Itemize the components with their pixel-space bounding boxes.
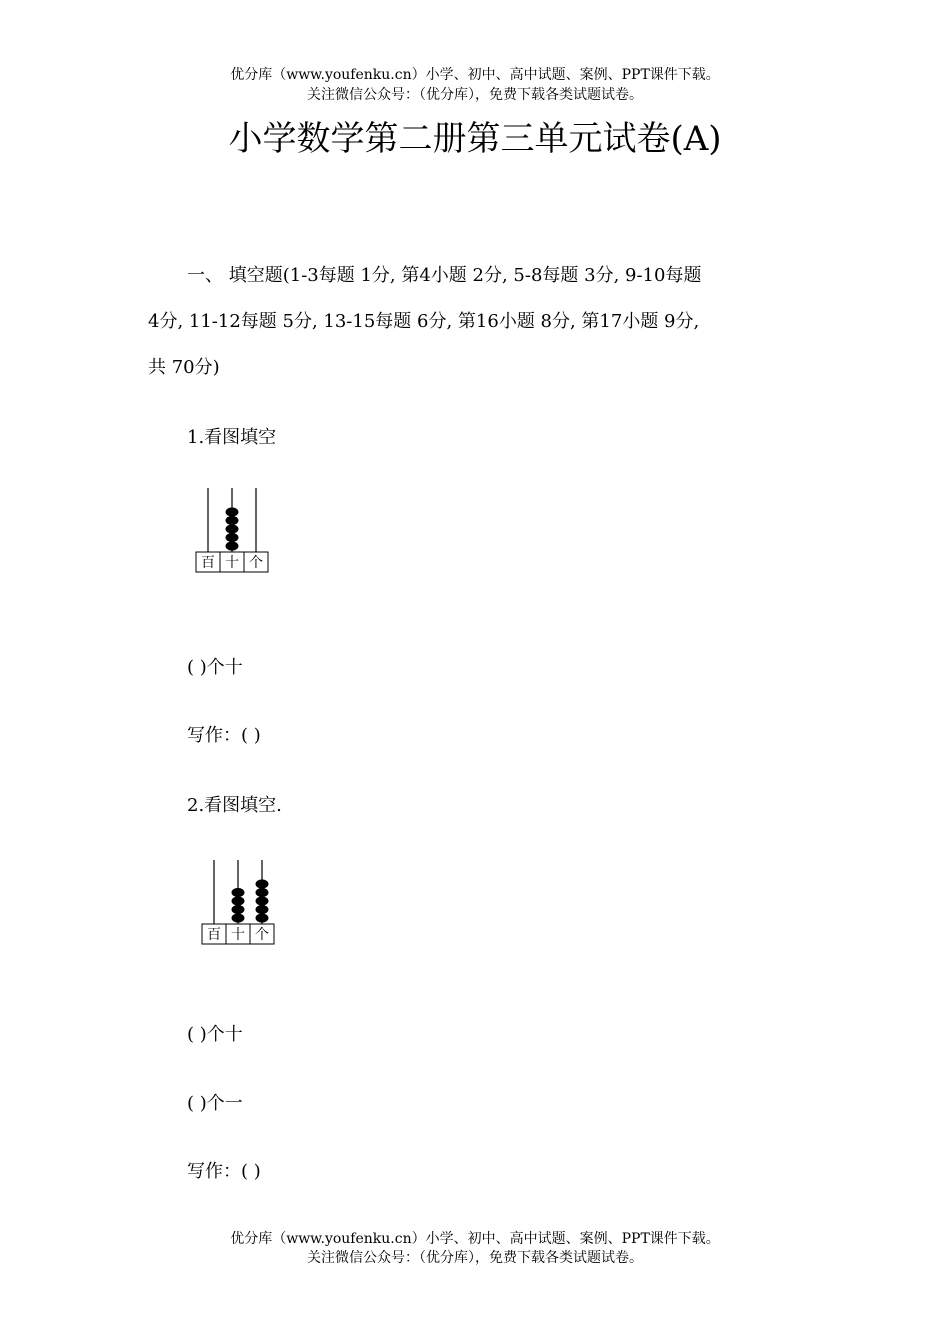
q2-abacus-bead-ones <box>256 879 269 888</box>
q1-write: 写作：( ) <box>187 725 261 746</box>
q1-abacus-bead-tens <box>226 533 239 542</box>
footer-line-2: 关注微信公众号：（优分库），免费下载各类试题试卷。 <box>307 1250 643 1266</box>
q2-abacus-bead-tens <box>232 905 245 914</box>
q2-abacus-label-hundreds: 百 <box>207 927 221 943</box>
q1-abacus-bead-tens <box>226 524 239 533</box>
q2-abacus-bead-tens <box>232 888 245 897</box>
q2-abacus-bead-ones <box>256 896 269 905</box>
q2-blank-tens: ( )个十 <box>187 1024 243 1045</box>
q2-abacus-bead-ones <box>256 905 269 914</box>
q2-write: 写作：( ) <box>187 1161 261 1182</box>
abacus-q2 <box>201 860 277 946</box>
header-line-2: 关注微信公众号：（优分库），免费下载各类试题试卷。 <box>307 87 643 103</box>
q1-abacus-label-ones: 个 <box>249 555 263 571</box>
q1-abacus-label-hundreds: 百 <box>201 555 215 571</box>
q1-abacus-bead-tens <box>226 541 239 550</box>
q1-prompt: 1.看图填空 <box>187 427 277 448</box>
section-instructions-line-3: 共 70分) <box>148 357 220 378</box>
header-line-1: 优分库（www.youfenku.cn）小学、初中、高中试题、案例、PPT课件下载。 <box>230 67 720 83</box>
q1-abacus-label-tens: 十 <box>225 555 239 571</box>
q1-blank-tens: ( )个十 <box>187 657 243 678</box>
footer-line-1: 优分库（www.youfenku.cn）小学、初中、高中试题、案例、PPT课件下载。 <box>230 1231 720 1247</box>
q1-abacus-bead-tens <box>226 516 239 525</box>
section-instructions-line-1: 一、 填空题(1-3每题 1分, 第4小题 2分, 5-8每题 3分, 9-10每题 <box>187 265 702 286</box>
page-title: 小学数学第二册第三单元试卷(A) <box>228 119 722 159</box>
section-instructions-line-2: 4分, 11-12每题 5分, 13-15每题 6分, 第16小题 8分, 第17小题 9分, <box>148 311 700 332</box>
q2-abacus-bead-ones <box>256 888 269 897</box>
q2-abacus-label-tens: 十 <box>231 927 245 943</box>
q2-prompt: 2.看图填空. <box>187 795 282 816</box>
q2-abacus-bead-tens <box>232 896 245 905</box>
q2-abacus-bead-ones <box>256 913 269 922</box>
q2-blank-ones: ( )个一 <box>187 1093 243 1114</box>
q2-abacus-label-ones: 个 <box>255 927 269 943</box>
q2-abacus-bead-tens <box>232 913 245 922</box>
abacus-q1 <box>195 488 271 574</box>
q1-abacus-bead-tens <box>226 507 239 516</box>
